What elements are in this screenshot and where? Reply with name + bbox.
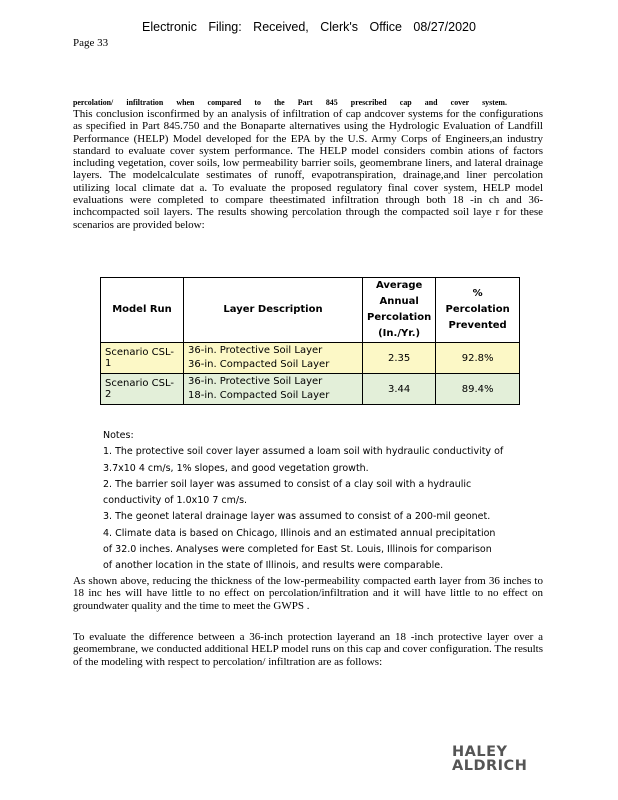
header-percent-prevented: % Percolation Prevented — [436, 278, 520, 343]
filing-header: Electronic Filing: Received, Clerk's Office 08/27/2020 — [142, 20, 476, 34]
lead-line: percolation/ infiltration when compared to the Part 845 prescribed cap and cover system. — [73, 97, 507, 107]
layer-line-1: 36-in. Protective Soil Layer — [188, 345, 323, 356]
notes-title: Notes: — [103, 430, 134, 441]
cell-average-percolation: 2.35 — [363, 343, 436, 374]
paragraph-protection-layer: To evaluate the difference between a 36-inch protection layerand an 18 -inch protective layer over a geomembrane, we conducted additional HELP model runs on this cap and cover configuration. The results of the modeling with respect to percolation/ infiltration are as follows: — [73, 631, 543, 668]
haley-aldrich-logo — [452, 745, 527, 773]
note-line: of 32.0 inches. Analyses were completed for East St. Louis, Illinois for comparison — [103, 544, 492, 556]
cell-model-run: Scenario CSL-1 — [101, 343, 184, 374]
note-line: 4. Climate data is based on Chicago, Illinois and an estimated annual precipitation — [103, 527, 496, 539]
header-model-run: Model Run — [101, 278, 184, 343]
logo-line-2: ALDRICH — [452, 758, 528, 774]
paragraph-conclusion: As shown above, reducing the thickness of the low-permeability compacted earth layer from 36 inches to 18 inc hes will have little to no effect on percolation/infiltration and it will have little to no effect on groundwater quality and the time to meet the GWPS . — [73, 575, 543, 612]
table-notes — [103, 428, 543, 575]
percolation-table — [100, 277, 520, 405]
layer-line-2: 18-in. Compacted Soil Layer — [188, 390, 330, 401]
cell-average-percolation: 3.44 — [363, 374, 436, 405]
cell-layer-description — [184, 343, 363, 374]
header-layer-description: Layer Description — [184, 278, 363, 343]
table-header-row — [101, 278, 520, 343]
cell-percent-prevented: 89.4% — [436, 374, 520, 405]
page-number: Page 33 — [73, 37, 109, 49]
paragraph-help-model: This conclusion isconfirmed by an analysis of infiltration of cap andcover systems for the configurations as specified in Part 845.750 and the Bonaparte alternatives using the Hydrologic Evaluation of Landfill Performance (HELP) Model developed for the EPA by the U.S. Army Corps of Engineers,an industry standard to evaluate cover system performance. The HELP model considers combin ations of factors including vegetation, cover soils, low permeability barrier soils, geomembrane liners, and lateral drainage layers. The modelcalculate sestimates of runoff, evapotranspiration, drainage,and liner percolation utilizing local climate dat a. To evaluate the proposed regulatory final cover system, HELP model evaluations were completed to compare theestimated infiltration through both 18 -in ch and 36-inchcompacted soil layers. The results showing percolation through the compacted soil laye r for these scenarios are provided below: — [73, 108, 543, 231]
note-line: 2. The barrier soil layer was assumed to consist of a clay soil with a hydraulic — [103, 478, 472, 490]
note-line: 1. The protective soil cover layer assumed a loam soil with hydraulic conductivity of — [103, 446, 504, 458]
cell-model-run: Scenario CSL-2 — [101, 374, 184, 405]
logo-line-1: HALEY — [452, 744, 508, 760]
table-row — [101, 343, 520, 374]
note-line: 3. The geonet lateral drainage layer was assumed to consist of a 200-mil geonet. — [103, 511, 491, 523]
cell-layer-description — [184, 374, 363, 405]
table-row — [101, 374, 520, 405]
cell-percent-prevented: 92.8% — [436, 343, 520, 374]
note-line: conductivity of 1.0x10 7 cm/s. — [103, 495, 248, 507]
layer-line-1: 36-in. Protective Soil Layer — [188, 376, 323, 387]
note-line: of another location in the state of Illinois, and results were comparable. — [103, 560, 444, 572]
header-average-annual-percolation: Average Annual Percolation (In./Yr.) — [363, 278, 436, 343]
note-line: 3.7x10 4 cm/s, 1% slopes, and good vegetation growth. — [103, 462, 369, 474]
layer-line-2: 36-in. Compacted Soil Layer — [188, 359, 330, 370]
